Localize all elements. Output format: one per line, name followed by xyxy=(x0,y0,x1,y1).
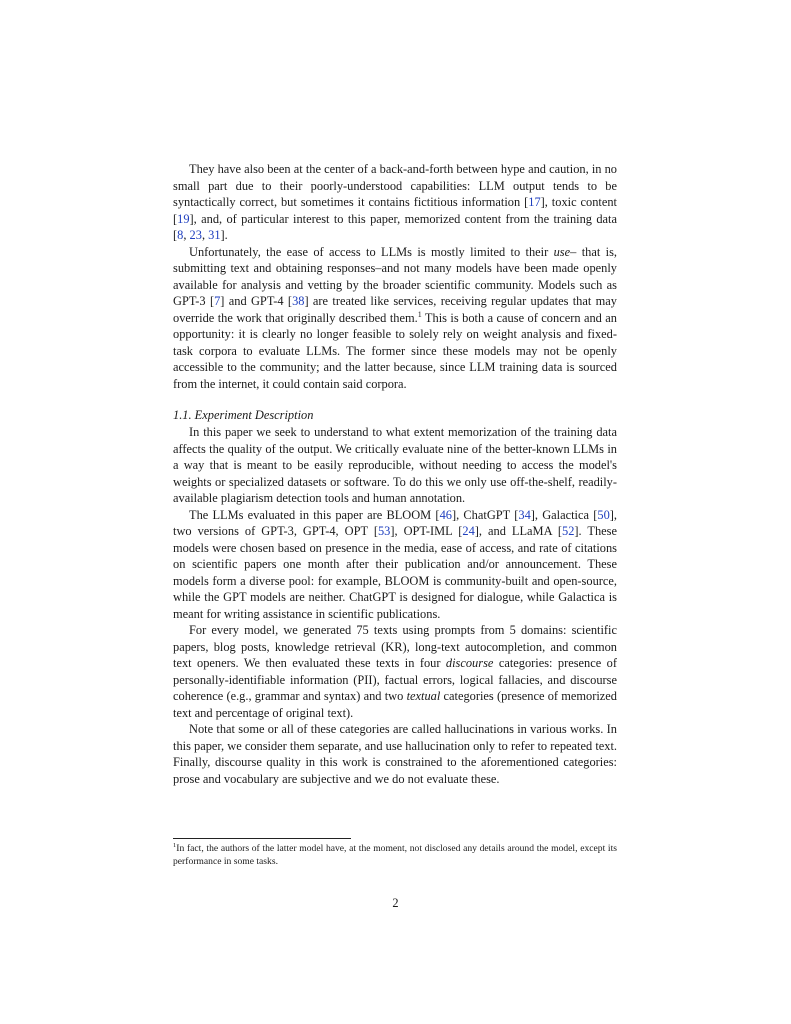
text-span: and GPT-4 xyxy=(224,294,288,308)
citation-link[interactable]: 52 xyxy=(562,524,575,538)
emphasis: discourse xyxy=(445,656,494,670)
paragraph-6: Note that some or all of these categories are called hallucinations in various works. In this paper, we consider them separate, and use hallucination only to refer to repeated text. Finally, discourse quality in this work is constrained to the aforementioned categories: prose and vocabulary are subjective and we do not evaluate these. xyxy=(173,722,617,786)
footnote-text: In fact, the authors of the latter model have, at the moment, not disclosed any details around the model, except its performance in some tasks. xyxy=(173,843,617,867)
citation-link[interactable]: 17 xyxy=(528,195,541,209)
citation-link[interactable]: 23 xyxy=(189,228,202,242)
citation-link[interactable]: 19 xyxy=(177,211,190,226)
footnote-mark: 1 xyxy=(173,842,177,849)
paragraph-1: They have also been at the center of a back-and-forth between hype and caution, in no small part due to their poorly-understood capabilities: LLM output tends to be syntactically correct, but sometimes it contains fictitious information [17], toxic content [19], and, of particular interest to this paper, memorized content from the training data [8, 23, 31]. xyxy=(173,162,617,242)
citation-link[interactable]: 53 xyxy=(377,524,391,538)
text-span: are treated like services, receiving regular updates that may override the work that originally described them. xyxy=(173,294,617,325)
page-number: 2 xyxy=(392,896,399,910)
text-span: ]. xyxy=(220,228,228,242)
emphasis: textual xyxy=(406,689,441,703)
text-span: , toxic content xyxy=(544,195,617,209)
text-span: , ChatGPT xyxy=(456,507,515,522)
citation-link[interactable]: 34 xyxy=(518,507,531,522)
text-span: , two versions of GPT-3, GPT-4, OPT xyxy=(173,507,618,538)
paragraph-4: The LLMs evaluated in this paper are BLOOM [46], ChatGPT [34], Galactica [50], two versions of GPT-3, GPT-4, OPT [53], OPT-IML [24], and LLaMA [52]. These models were chosen based on presence in the media, ease of access, and rate of citations on scientific papers one month after their publication and/or announcement. These models form a diverse pool: for example, BLOOM is community-built and open-source, while the GPT models are neither. ChatGPT is designed for dialogue, while Galactica is meant for writing assistance in scientific publications. xyxy=(173,507,618,621)
text-span: Unfortunately, the ease of access to LLMs is mostly limited to their xyxy=(189,244,554,259)
citation-link[interactable]: 7 xyxy=(214,294,221,308)
paragraph-2: Unfortunately, the ease of access to LLMs is mostly limited to their use– that is, submitting text and obtaining responses–and not many models have been made openly available for analysis and vetting by the broader scientific community. Models such as GPT-3 [7] and GPT-4 [38] are treated like services, receiving regular updates that may override the work that originally described them.$^1$ This is both a cause of concern and an opportunity: it is clearly no longer feasible to solely rely on weight analysis and fixed-task corpora to evaluate LLMs. The former since these models may not be openly accessible to the community; and the latter because, since LLM training data is sourced from the internet, it could contain said corpora. xyxy=(173,244,617,391)
text-span: For every model, we generated 75 texts using prompts from 5 domains: scientific papers, blog posts, knowledge retrieval (KR), long-text autocompletion, and common text openers. We then evaluated these texts in four xyxy=(173,623,617,670)
section-heading: 1.1. Experiment Description xyxy=(173,408,314,422)
citation-link[interactable]: 46 xyxy=(439,507,452,522)
text-span: . These models were chosen based on presence in the media, ease of access, and rate of citations on scientific papers one month after their publication and/or announcement. These models form a diverse pool: for example, BLOOM is community-built and open-source, while the GPT models are neither. ChatGPT is designed for dialogue, while Galactica is meant for writing assistance in scientific publications. xyxy=(173,524,617,621)
text-span: This is both a cause of concern and an opportunity: it is clearly no longer feasible to solely rely on weight analysis and fixed-task corpora to evaluate LLMs. The former since these models may not be openly accessible to the community; and the latter because, since LLM training data is sourced from the internet, it could contain said corpora. xyxy=(173,310,617,391)
text-span: , OPT-IML xyxy=(394,524,459,538)
citation-link[interactable]: 50 xyxy=(597,507,610,522)
text-span: They have also been at the center of a back-and-forth between hype and caution, in no small part due to their poorly-understood capabilities: LLM output tends to be syntactically correct, but sometimes it contains fictitious information xyxy=(173,162,617,209)
citation-link[interactable]: 38 xyxy=(292,294,305,308)
text-span: categories: presence of personally-identifiable information (PII), factual errors, logical fallacies, and discourse coherence (e.g., grammar and syntax) and two xyxy=(173,656,617,703)
footnote xyxy=(173,842,617,868)
footnote-rule xyxy=(173,838,351,839)
text-span: categories (presence of memorized text and percentage of original text). xyxy=(173,689,617,720)
paragraph-3: In this paper we seek to understand to what extent memorization of the training data affects the quality of the output. We critically evaluate nine of the better-known LLMs in a way that is meant to be easily reproducible, without needing to access the model's weights or specialized datasets or software. To do this we only use off-the-shelf, readily-available plagiarism detection tools and human annotation. xyxy=(173,425,617,505)
text-span: , Galactica xyxy=(534,507,594,522)
text-span: , and LLaMA xyxy=(478,524,558,538)
emphasis: use xyxy=(553,244,571,259)
text-span: The LLMs evaluated in this paper are BLOOM xyxy=(189,507,436,522)
footnote-mark[interactable]: 1 xyxy=(417,309,422,319)
citation-link[interactable]: 8 xyxy=(177,228,184,242)
citation-link[interactable]: 31 xyxy=(208,228,221,242)
text-span: , and, of particular interest to this paper, memorized content from the training data [ xyxy=(173,211,617,242)
paragraph-5 xyxy=(173,622,617,721)
text-span: – that is, submitting text and obtaining responses–and not many models have been made openly available for analysis and vetting by the broader scientific community. Models such as GPT-3 xyxy=(173,244,617,308)
body-text xyxy=(173,161,617,787)
citation-link[interactable]: 24 xyxy=(462,524,475,538)
